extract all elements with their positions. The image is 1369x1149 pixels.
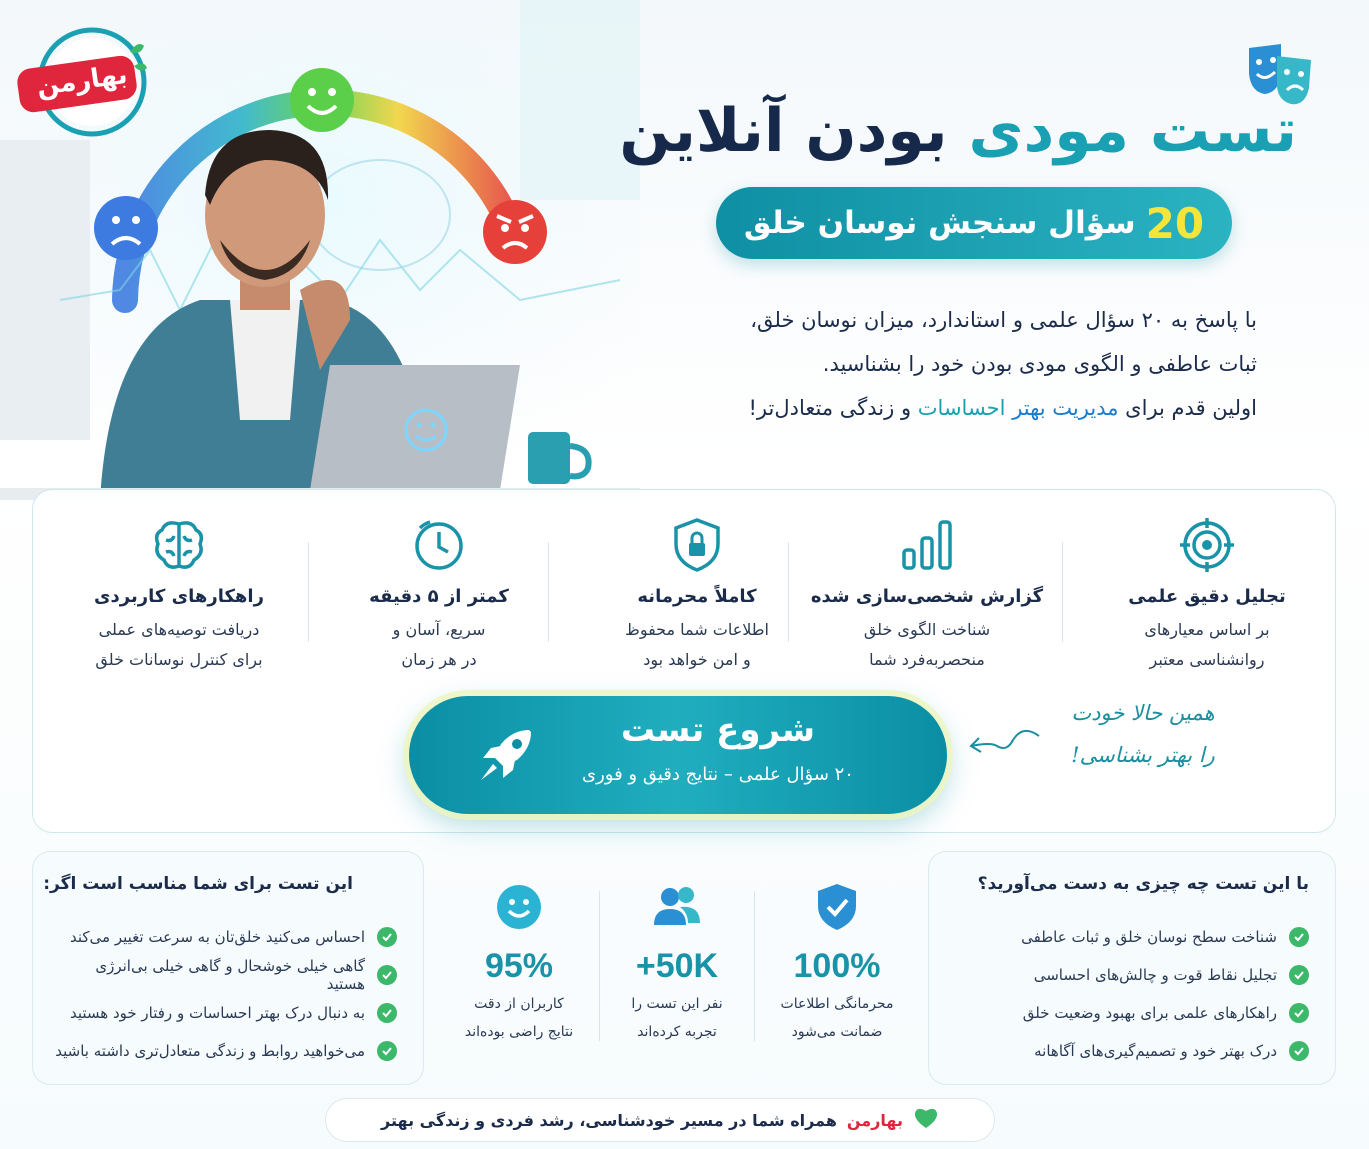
rocket-icon [473, 720, 541, 788]
angry-face-icon [483, 200, 547, 264]
check-icon [1289, 1003, 1309, 1023]
feature-desc-line: در هر زمان [401, 650, 477, 669]
stat-desc-line: ضمانت می‌شود [791, 1024, 883, 1040]
title-part-1: تست مودی [968, 96, 1297, 166]
question-count: 20 [1145, 198, 1205, 248]
intro-line-3 [657, 386, 1257, 430]
feature-confidential [579, 514, 815, 675]
list-item-text: می‌خواهید روابط و زندگی متعادل‌تری داشته باشید [55, 1042, 365, 1060]
feature-desc-line: سریع، آسان و [392, 620, 486, 639]
stat-value: 100% [793, 947, 881, 985]
intro-line-2: ثبات عاطفی و الگوی مودی بودن خود را بشناسید. [822, 352, 1257, 376]
stat-value: 95% [484, 947, 554, 985]
intro-line-1: با پاسخ به ۲۰ سؤال علمی و استاندارد، میزان نوسان خلق، [750, 308, 1257, 332]
feature-personal-report [809, 514, 1045, 675]
stat-value: 50K+ [635, 947, 719, 985]
stat-desc-line: کاربران از دقت [474, 996, 564, 1012]
divider [1062, 542, 1063, 642]
page-title [619, 96, 1297, 166]
feature-desc-line: دریافت توصیه‌های عملی [98, 620, 260, 639]
check-icon [377, 1003, 397, 1023]
check-icon [1289, 1041, 1309, 1061]
footer-brand: بهارمن [846, 1110, 903, 1130]
laptop-illustration [310, 365, 520, 490]
benefits-panel [928, 851, 1336, 1085]
list-item [53, 956, 397, 994]
subtitle-pill [716, 187, 1232, 259]
list-item-text: تجلیل نقاط قوت و چالش‌های احساسی [1033, 966, 1277, 984]
users-icon [602, 881, 752, 933]
list-item [949, 1032, 1309, 1070]
feature-title: کاملاً محرمانه [637, 586, 757, 607]
shield-lock-icon [579, 514, 815, 576]
check-icon [1289, 965, 1309, 985]
list-item [949, 994, 1309, 1032]
target-icon [1089, 514, 1325, 576]
feature-title: تجلیل دقیق علمی [1128, 586, 1286, 607]
feature-desc-line: شناخت الگوی خلق [863, 620, 991, 639]
clock-icon [321, 514, 557, 576]
start-test-subtitle: ۲۰ سؤال علمی – نتایج دقیق و فوری [582, 764, 854, 785]
features-card [32, 489, 1336, 833]
subtitle-text: سؤال سنجش نوسان خلق [743, 205, 1136, 241]
stats-section [432, 851, 920, 1085]
list-item [53, 994, 397, 1032]
handwritten-line-1: همین حالا خودت [1071, 701, 1215, 725]
list-item-text: شناخت سطح نوسان خلق و ثبات عاطفی [1021, 928, 1277, 946]
intro-highlight-1: مدیریت بهتر [1012, 396, 1119, 420]
stat-desc-line: محرمانگی اطلاعات [780, 996, 894, 1012]
feature-title: گزارش شخصی‌سازی شده [810, 586, 1044, 607]
stat-desc-line: تجربه کرده‌اند [637, 1024, 717, 1040]
feature-desc-line: روانشناسی معتبر [1149, 650, 1265, 669]
suitable-for-panel [32, 851, 424, 1085]
brand-logo[interactable] [14, 22, 150, 140]
bar-chart-icon [809, 514, 1045, 576]
check-icon [377, 927, 397, 947]
brain-icon [61, 514, 297, 576]
check-icon [1289, 927, 1309, 947]
list-item-text: گاهی خیلی خوشحال و گاهی خیلی بی‌انرژی هستید [95, 957, 365, 993]
happy-face-icon [290, 68, 354, 132]
feature-practical-tips [61, 514, 297, 675]
intro-line-3-start: اولین قدم برای [1125, 396, 1257, 420]
intro-line-3-end: و زندگی متعادل‌تر! [748, 396, 912, 420]
footer-banner [325, 1098, 995, 1142]
title-part-2: بودن آنلاین [619, 96, 948, 166]
start-test-title: شروع تست [620, 710, 816, 750]
list-item-text: به دنبال درک بهتر احساسات و رفتار خود هستید [69, 1004, 365, 1022]
smiley-icon [444, 881, 594, 933]
list-item [53, 918, 397, 956]
feature-title: راهکارهای کاربردی [94, 586, 264, 607]
footer-text: همراه شما در مسیر خودشناسی، رشد فردی و زندگی بهتر [381, 1110, 837, 1130]
curved-arrow-icon [963, 722, 1043, 762]
list-item-text: راهکارهای علمی برای بهبود وضعیت خلق [1022, 1004, 1277, 1022]
intro-highlight-2: احساسات [917, 396, 1006, 420]
stat-users [602, 881, 752, 1046]
list-item-text: احساس می‌کنید خلق‌تان به سرعت تغییر می‌کند [70, 928, 365, 946]
intro-text [657, 298, 1257, 430]
divider [308, 542, 309, 642]
benefits-heading: با این تست چه چیزی به دست می‌آورید؟ [977, 874, 1309, 894]
feature-desc-line: اطلاعات شما محفوظ [625, 620, 769, 639]
list-item [949, 956, 1309, 994]
sad-face-icon [94, 196, 158, 260]
list-item [949, 918, 1309, 956]
feature-scientific-analysis [1089, 514, 1325, 675]
handwritten-line-2: را بهتر بشناسی! [1071, 743, 1215, 767]
suitable-heading: این تست برای شما مناسب است اگر: [43, 874, 353, 894]
stat-desc-line: نتایج راضی بوده‌اند [464, 1024, 574, 1040]
feature-desc-line: و امن خواهد بود [643, 650, 751, 669]
list-item-text: درک بهتر خود و تصمیم‌گیری‌های آگاهانه [1034, 1042, 1277, 1060]
shield-check-icon [762, 881, 912, 933]
feature-quick [321, 514, 557, 675]
feature-title: کمتر از ۵ دقیقه [369, 586, 509, 607]
list-item [53, 1032, 397, 1070]
heart-icon [913, 1106, 939, 1134]
stat-satisfaction [444, 881, 594, 1046]
divider [599, 891, 600, 1041]
feature-desc-line: منحصربه‌فرد شما [869, 650, 985, 669]
handwritten-note [1043, 692, 1243, 776]
feature-desc-line: بر اساس معیارهای [1144, 620, 1270, 639]
start-test-button[interactable] [409, 696, 947, 814]
check-icon [377, 965, 397, 985]
stat-privacy [762, 881, 912, 1046]
divider [754, 891, 755, 1041]
stat-desc-line: نفر این تست را [631, 996, 723, 1012]
logo-text: بهارمن [34, 59, 130, 103]
check-icon [377, 1041, 397, 1061]
feature-desc-line: برای کنترل نوسانات خلق [95, 650, 263, 669]
